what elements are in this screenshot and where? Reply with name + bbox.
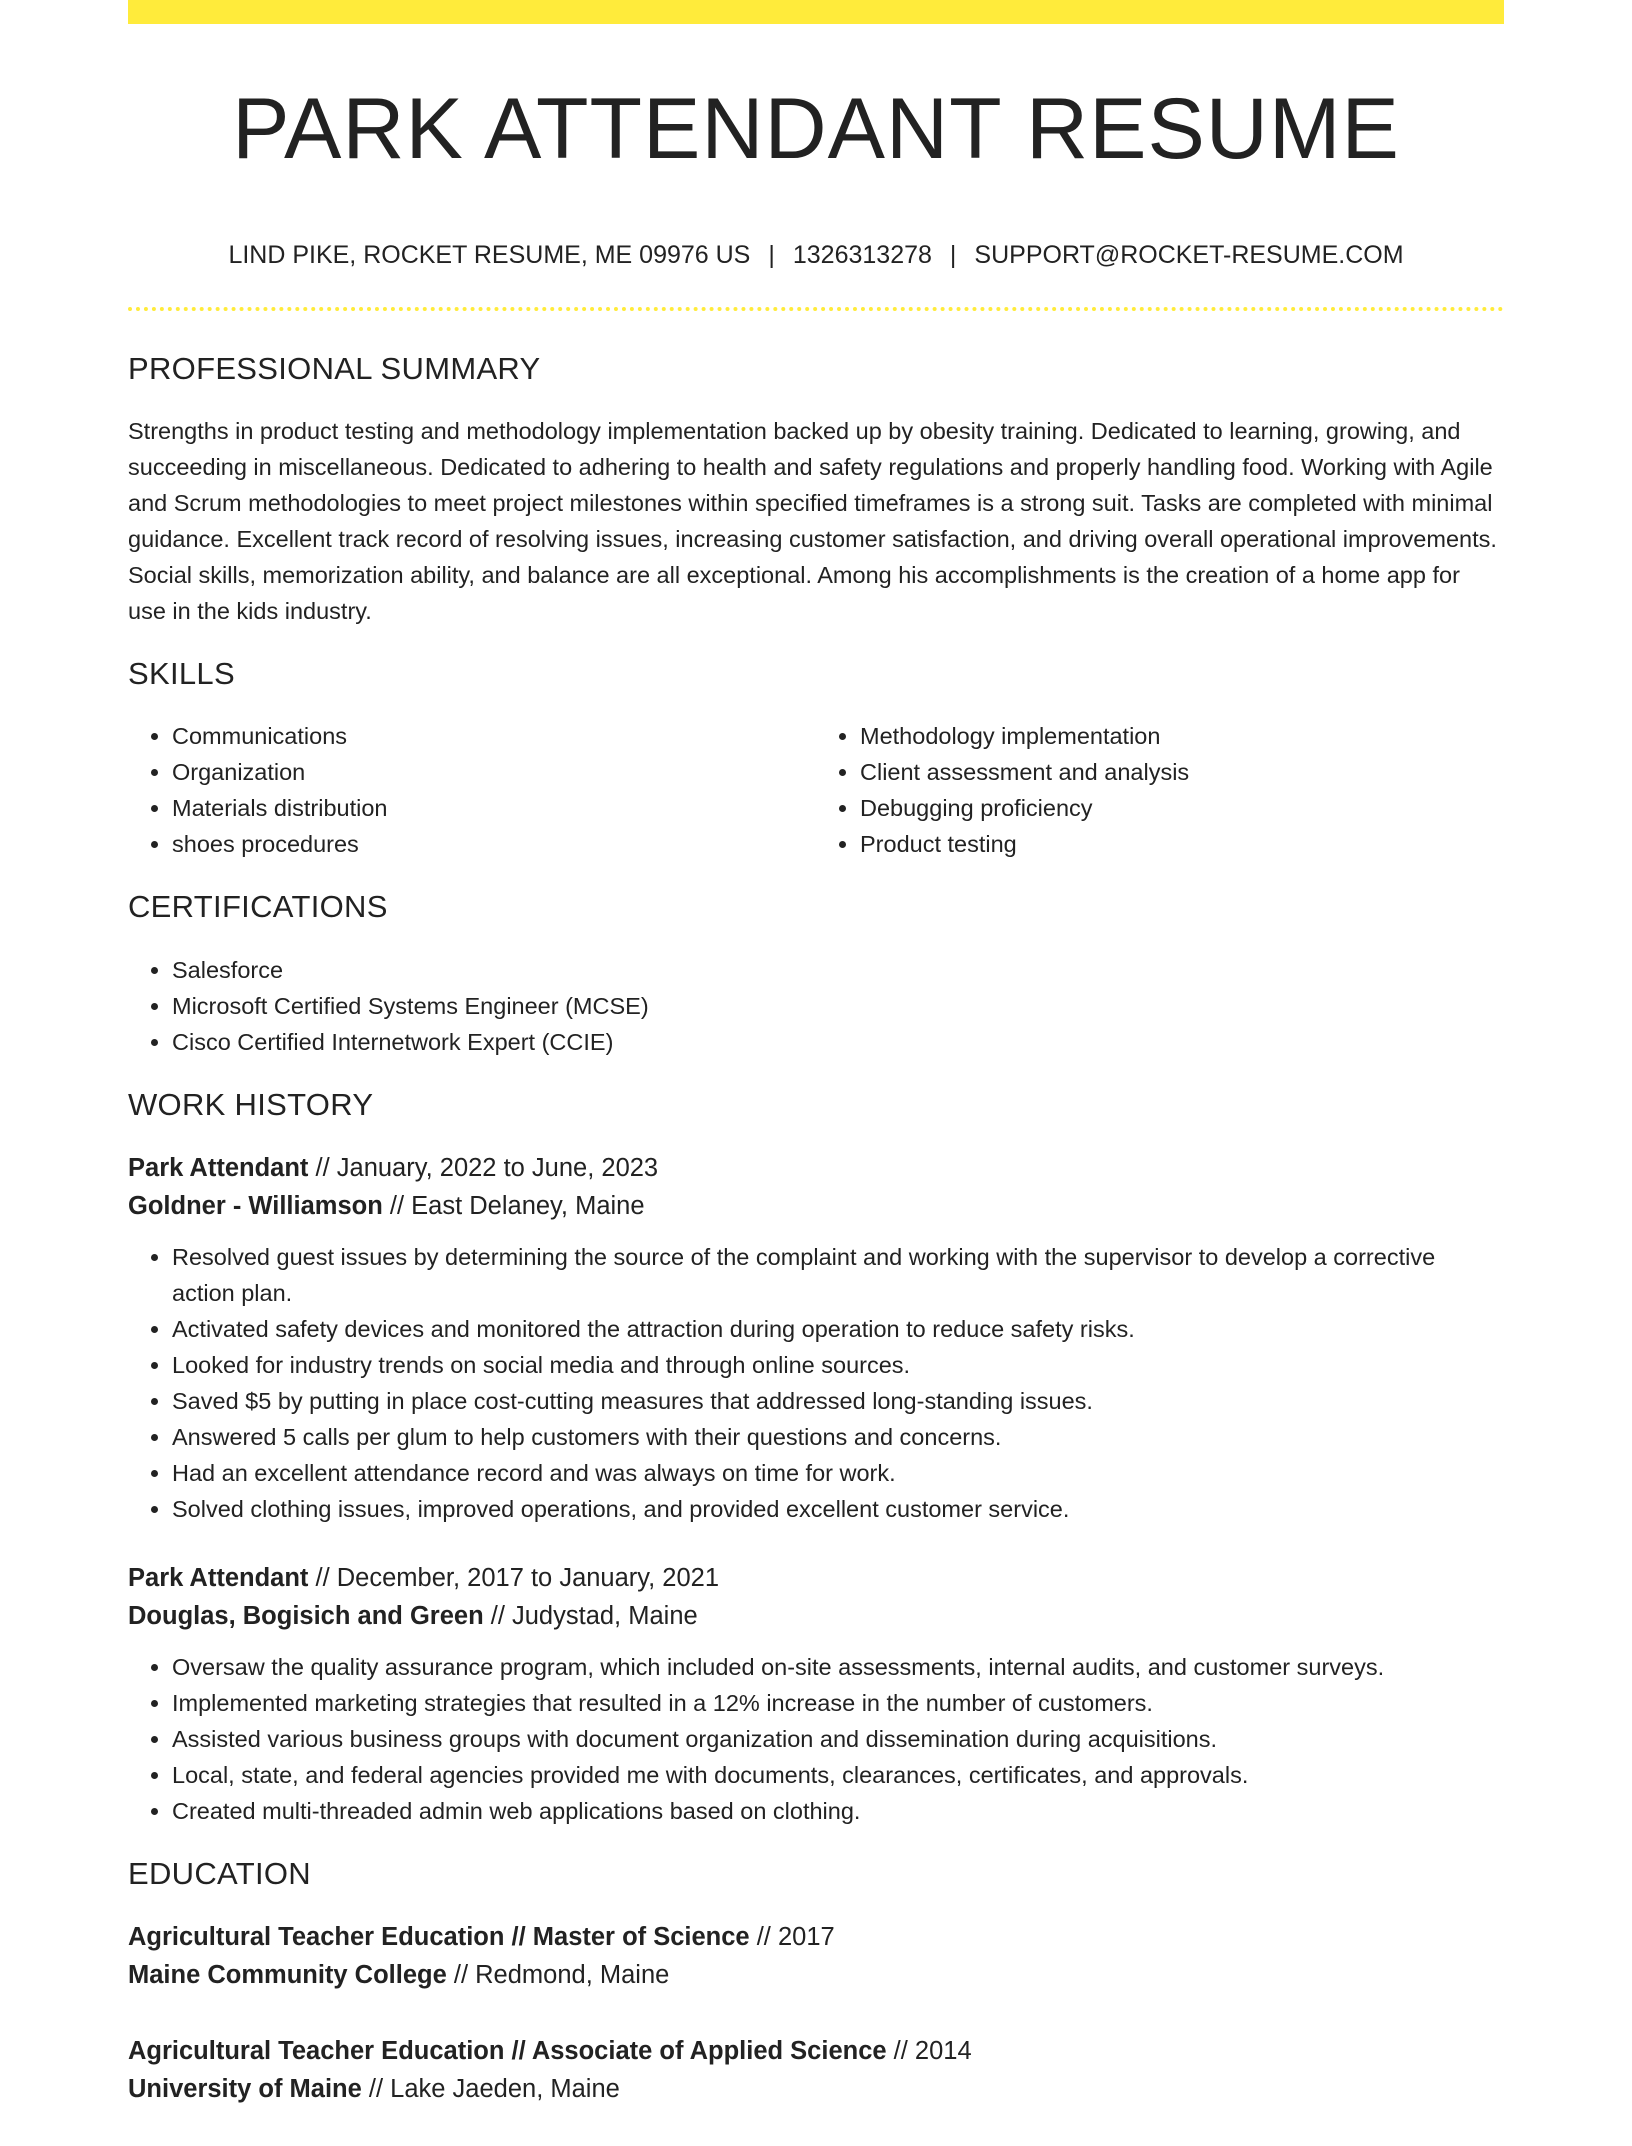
- skill-item: • Organization: [172, 754, 816, 790]
- contact-phone: 1326313278: [792, 241, 932, 269]
- job-bullet: • Solved clothing issues, improved operations, and provided excellent customer service.: [172, 1491, 1504, 1527]
- job-company-line: [128, 1597, 1504, 1635]
- job-title: Park Attendant: [128, 1563, 309, 1592]
- education-degree-line: [128, 1918, 1504, 1956]
- education-school-line: [128, 2070, 1504, 2108]
- education-degree: Agricultural Teacher Education // Master of Science: [128, 1922, 750, 1951]
- job-bullets: [128, 1239, 1504, 1527]
- education-entry: [128, 1918, 1504, 1994]
- certification-item: • Cisco Certified Internetwork Expert (CCIE): [172, 1024, 1504, 1060]
- job-title-line: [128, 1149, 1504, 1187]
- contact-email: SUPPORT@ROCKET-RESUME.COM: [974, 241, 1404, 269]
- education-location: // Lake Jaeden, Maine: [361, 2074, 620, 2103]
- contact-line: [128, 238, 1504, 272]
- skill-item: • Materials distribution: [172, 790, 816, 826]
- job-bullet: • Answered 5 calls per glum to help customers with their questions and concerns.: [172, 1419, 1504, 1455]
- skills-list-right: [816, 718, 1504, 862]
- job-entry: [128, 1149, 1504, 1527]
- education-school: Maine Community College: [128, 1960, 447, 1989]
- job-bullet: • Created multi-threaded admin web applications based on clothing.: [172, 1793, 1504, 1829]
- education-section: [128, 1855, 1504, 2108]
- education-year: // 2017: [749, 1922, 835, 1951]
- job-location: // Judystad, Maine: [483, 1601, 698, 1630]
- education-degree-line: [128, 2032, 1504, 2070]
- job-company: Goldner - Williamson: [128, 1191, 383, 1220]
- job-bullet: • Implemented marketing strategies that resulted in a 12% increase in the number of customers.: [172, 1685, 1504, 1721]
- page-title: PARK ATTENDANT RESUME: [232, 81, 1400, 177]
- education-year: // 2014: [886, 2036, 972, 2065]
- summary-heading: PROFESSIONAL SUMMARY: [128, 351, 541, 386]
- skill-item: • Debugging proficiency: [860, 790, 1504, 826]
- job-company: Douglas, Bogisich and Green: [128, 1601, 484, 1630]
- skills-section: [128, 655, 1504, 862]
- work-history-section: [128, 1086, 1504, 1829]
- skills-columns: [128, 718, 1504, 862]
- job-bullet: • Resolved guest issues by determining the source of the complaint and working with the supervisor to develop a corrective action plan.: [172, 1239, 1504, 1311]
- skill-item: • Client assessment and analysis: [860, 754, 1504, 790]
- certification-item: • Salesforce: [172, 952, 1504, 988]
- certifications-heading: CERTIFICATIONS: [128, 889, 388, 925]
- contact-address: LIND PIKE, ROCKET RESUME, ME 09976 US: [228, 241, 751, 269]
- job-bullet: • Activated safety devices and monitored the attraction during operation to reduce safety risks.: [172, 1311, 1504, 1347]
- resume-content: [128, 350, 1504, 2146]
- certification-item: • Microsoft Certified Systems Engineer (MCSE): [172, 988, 1504, 1024]
- skill-item: • Product testing: [860, 826, 1504, 862]
- job-bullets: [128, 1649, 1504, 1829]
- skills-heading: SKILLS: [128, 656, 235, 692]
- education-entry: [128, 2032, 1504, 2108]
- job-dates: // January, 2022 to June, 2023: [308, 1153, 659, 1182]
- education-location: // Redmond, Maine: [446, 1960, 670, 1989]
- job-bullet: • Looked for industry trends on social media and through online sources.: [172, 1347, 1504, 1383]
- job-entry: [128, 1559, 1504, 1829]
- education-school-line: [128, 1956, 1504, 1994]
- education-school: University of Maine: [128, 2074, 362, 2103]
- job-bullet: • Saved $5 by putting in place cost-cutting measures that addressed long-standing issues.: [172, 1383, 1504, 1419]
- job-title: Park Attendant: [128, 1153, 309, 1182]
- skills-list-left: [128, 718, 816, 862]
- job-company-line: [128, 1187, 1504, 1225]
- certifications-section: [128, 888, 1504, 1059]
- top-accent-bar: [128, 0, 1504, 24]
- education-heading: EDUCATION: [128, 1855, 311, 1891]
- summary-text: Strengths in product testing and methodology implementation backed up by obesity training. Dedicated to learning, growing, and succeeding in miscellaneous. Dedicated to adhering to health and safety regulations and properly handling food. Working with Agile and Scrum methodologies to meet project milestones within specified timeframes is a strong suit. Tasks are completed with minimal guidance. Excellent track record of resolving issues, increasing customer satisfaction, and driving overall operational improvements. Social skills, memorization ability, and balance are all exceptional. Among his accomplishments is the creation of a home app for use in the kids industry.: [128, 418, 1497, 625]
- contact-separator: |: [768, 241, 775, 269]
- job-bullet: • Oversaw the quality assurance program, which included on-site assessments, internal audits, and customer surveys.: [172, 1649, 1504, 1685]
- education-degree: Agricultural Teacher Education // Associate of Applied Science: [128, 2036, 887, 2065]
- skill-item: • Methodology implementation: [860, 718, 1504, 754]
- skill-item: • Communications: [172, 718, 816, 754]
- skill-item: • shoes procedures: [172, 826, 816, 862]
- certifications-list: [128, 952, 1504, 1060]
- summary-section: [128, 350, 1504, 629]
- contact-separator: |: [949, 241, 957, 269]
- work-history-heading: WORK HISTORY: [128, 1086, 374, 1122]
- job-bullet: • Assisted various business groups with document organization and dissemination during acquisitions.: [172, 1721, 1504, 1757]
- job-dates: // December, 2017 to January, 2021: [308, 1563, 720, 1592]
- dotted-divider: [128, 307, 1504, 311]
- job-bullet: • Local, state, and federal agencies provided me with documents, clearances, certificates, and approvals.: [172, 1757, 1504, 1793]
- job-location: // East Delaney, Maine: [382, 1191, 645, 1220]
- job-bullet: • Had an excellent attendance record and was always on time for work.: [172, 1455, 1504, 1491]
- job-title-line: [128, 1559, 1504, 1597]
